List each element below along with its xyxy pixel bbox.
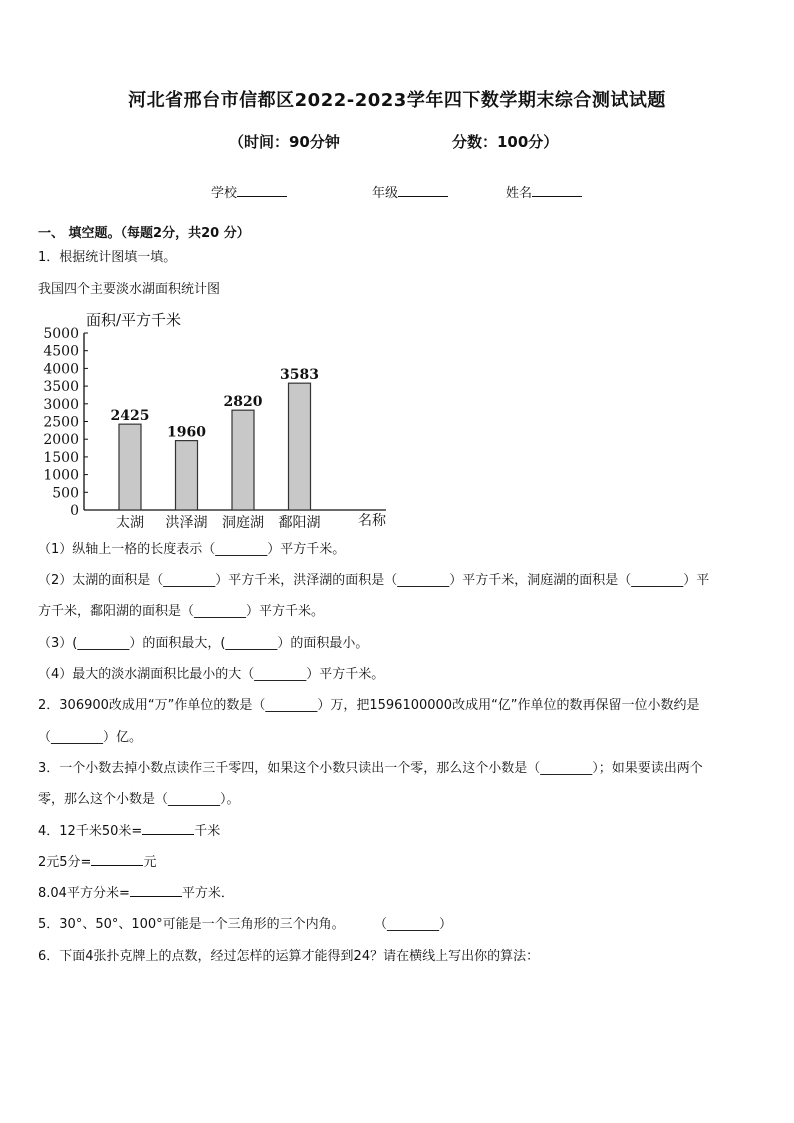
y-tick-label: 0 [70,503,79,519]
question-4-a [38,822,220,842]
y-tick-label: 4000 [43,361,79,378]
y-tick-label: 500 [52,485,79,502]
x-category-label: 洞庭湖 [222,515,264,531]
x-category-label: 洪泽湖 [165,515,208,531]
grade-label: 年级 [372,186,399,201]
question-3-line-2: 零，那么这个小数是（________）。 [38,792,240,807]
x-axis-label: 名称 [358,513,386,529]
page-title: 河北省邢台市信都区2022-2023学年四下数学期末综合测试试题 [128,90,666,111]
lake-area-bar-chart [38,307,408,535]
question-1-part-1: （1）纵轴上一格的长度表示（________）平方千米。 [38,542,346,557]
school-label: 学校 [211,186,238,201]
bar-0 [119,424,141,510]
y-tick-label: 1000 [43,467,79,484]
y-tick-label: 3000 [43,396,79,413]
y-tick-label: 3500 [43,379,79,396]
q4c-blank[interactable] [130,884,182,897]
name-label: 姓名 [506,186,533,201]
question-1-part-4: （4）最大的淡水湖面积比最小的大（________）平方千米。 [38,667,385,682]
question-4-c [38,884,234,904]
bar-2 [232,410,254,510]
bar-1 [176,441,198,510]
q4a-prefix: 4．12千米50米= [38,824,143,839]
bar-value-label: 2425 [110,408,150,425]
q4a-suffix: 千米 [194,824,221,839]
question-2-line-1: 2．306900改成用“万”作单位的数是（________）万，把1596100000改成用“亿”作单位的数再保留一位小数约是 [38,698,700,713]
question-4-b [38,853,156,873]
school-field [211,182,287,201]
y-tick-label: 5000 [43,326,79,342]
grade-field [372,182,448,201]
bar-value-label: 3583 [280,367,319,384]
q4c-suffix: 平方米． [181,886,234,901]
exam-score: 分数：100分） [452,133,559,151]
question-5-answer[interactable]: （________） [374,917,453,932]
q4a-blank[interactable] [142,822,194,835]
q4c-prefix: 8.04平方分米= [38,886,130,901]
x-category-label: 太湖 [116,515,144,531]
section-heading: 一、 填空题。（每题2分，共20 分） [38,226,250,241]
question-1-part-3: （3）(________）的面积最大，(________）的面积最小。 [38,636,369,651]
name-blank[interactable] [532,184,582,197]
y-tick-label: 2000 [43,432,79,449]
school-blank[interactable] [237,184,287,197]
question-3-line-1: 3．一个小数去掉小数点读作三千零四，如果这个小数只读出一个零，那么这个小数是（________）；如果要读出两个 [38,761,703,776]
question-2-line-2: （________）亿。 [38,730,143,745]
q4b-suffix: 元 [143,855,157,870]
grade-blank[interactable] [398,184,448,197]
question-1-part-2a: （2）太湖的面积是（________）平方千米，洪泽湖的面积是（________）平方千米，洞庭湖的面积是（________）平 [38,573,710,588]
question-6: 6．下面4张扑克牌上的点数，经过怎样的运算才能得到24？请在横线上写出你的算法： [38,949,540,964]
question-1-part-2b: 方千米，鄱阳湖的面积是（________）平方千米。 [38,604,325,619]
q4b-prefix: 2元5分= [38,855,92,870]
y-tick-label: 1500 [43,449,79,466]
question-5: 5．30°、50°、100°可能是一个三角形的三个内角。 [38,917,345,932]
question-1: 1．根据统计图填一填。 [38,250,177,265]
y-tick-label: 4500 [43,343,79,360]
exam-time: （时间：90分钟 [229,133,340,151]
bar-3 [289,383,311,510]
q4b-blank[interactable] [91,853,143,866]
y-axis-label: 面积/平方千米 [86,311,182,329]
name-field [506,182,582,201]
y-tick-label: 2500 [43,414,79,431]
chart-caption: 我国四个主要淡水湖面积统计图 [38,282,221,297]
bar-value-label: 1960 [167,424,206,441]
bar-value-label: 2820 [223,394,263,411]
x-category-label: 鄱阳湖 [278,515,321,531]
